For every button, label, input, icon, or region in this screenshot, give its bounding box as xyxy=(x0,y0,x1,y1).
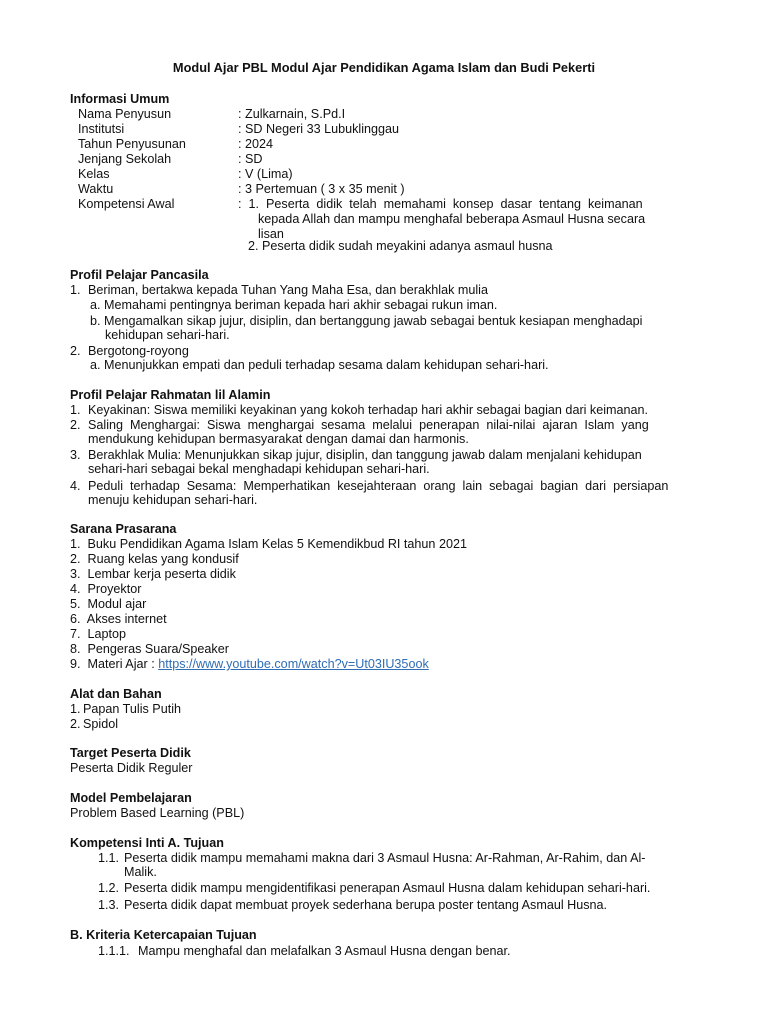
list-number: 1.2. xyxy=(98,881,120,895)
list-number: 2. xyxy=(70,418,81,432)
list-subitem: b. Mengamalkan sikap jujur, disiplin, dan bertanggung jawab sebagai bentuk kesiapan menghadapi xyxy=(90,314,643,328)
info-row xyxy=(78,197,643,212)
list-item xyxy=(70,657,467,672)
list-item: 2. Ruang kelas yang kondusif xyxy=(70,552,239,566)
kompetensi-line: 2. Peserta didik sudah meyakini adanya asmaul husna xyxy=(248,239,553,253)
kompetensi-inti-heading: Kompetensi Inti A. Tujuan xyxy=(70,836,224,850)
info-label: Institutsi xyxy=(78,122,125,136)
informasi-umum-heading: Informasi Umum xyxy=(70,92,170,106)
list-text: Bergotong-royong xyxy=(88,344,189,358)
list-subitem-cont: kehidupan sehari-hari. xyxy=(105,328,230,342)
list-item xyxy=(70,702,181,717)
list-subitem: a. Menunjukkan empati dan peduli terhadap sesama dalam kehidupan sehari-hari. xyxy=(90,358,549,372)
info-value: : SD xyxy=(238,152,263,166)
model-text: Problem Based Learning (PBL) xyxy=(70,806,245,820)
list-text: Keyakinan: Siswa memiliki keyakinan yang kokoh terhadap hari akhir sebagai bagian dari keimanan. xyxy=(88,403,649,417)
list-item xyxy=(70,418,649,433)
model-heading: Model Pembelajaran xyxy=(70,791,192,805)
info-row xyxy=(78,137,643,152)
list-item: 5. Modul ajar xyxy=(70,597,147,611)
info-label: Kelas xyxy=(78,167,110,181)
list-number: 3. xyxy=(70,448,81,462)
list-text-cont: mendukung kehidupan bermasyarakat dengan damai dan harmonis. xyxy=(88,432,469,446)
list-item: 3. Lembar kerja peserta didik xyxy=(70,567,236,581)
info-label: Kompetensi Awal xyxy=(78,197,175,211)
sarana-list xyxy=(70,537,467,672)
list-item: 1. Buku Pendidikan Agama Islam Kelas 5 Kemendikbud RI tahun 2021 xyxy=(70,537,467,551)
list-item xyxy=(70,283,488,298)
profil-pancasila-heading: Profil Pelajar Pancasila xyxy=(70,268,209,282)
list-number: 1. xyxy=(70,702,81,716)
info-value: : 3 Pertemuan ( 3 x 35 menit ) xyxy=(238,182,405,196)
list-item xyxy=(98,881,650,896)
info-table xyxy=(78,107,643,212)
list-text-cont: sehari-hari sebagai bekal menghadapi kehidupan sehari-hari. xyxy=(88,462,430,476)
list-item xyxy=(70,448,642,463)
list-item: 6. Akses internet xyxy=(70,612,167,626)
sarana-heading: Sarana Prasarana xyxy=(70,522,177,536)
materi-link[interactable]: https://www.youtube.com/watch?v=Ut03IU35ook xyxy=(158,657,429,671)
list-text: Peserta didik dapat membuat proyek sederhana berupa poster tentang Asmaul Husna. xyxy=(124,898,608,912)
list-item: 8. Pengeras Suara/Speaker xyxy=(70,642,229,656)
info-label: Nama Penyusun xyxy=(78,107,172,121)
info-value: : 1. Peserta didik telah memahami konsep dasar tentang keimanan xyxy=(238,197,643,211)
list-text: Spidol xyxy=(83,717,119,731)
info-label: Jenjang Sekolah xyxy=(78,152,172,166)
list-text: Peduli terhadap Sesama: Memperhatikan kesejahteraan orang lain sebagai bagian dari persiapan xyxy=(88,479,669,493)
list-number: 2. xyxy=(70,717,81,731)
list-item: 4. Proyektor xyxy=(70,582,142,596)
list-item xyxy=(98,898,607,913)
alat-heading: Alat dan Bahan xyxy=(70,687,162,701)
list-number: 1. xyxy=(70,403,81,417)
list-item: 7. Laptop xyxy=(70,627,127,641)
list-item xyxy=(98,851,645,866)
info-row xyxy=(78,107,643,122)
kriteria-heading: B. Kriteria Ketercapaian Tujuan xyxy=(70,928,257,942)
list-number: 1.1. xyxy=(98,851,120,865)
list-subitem: a. Memahami pentingnya beriman kepada hari akhir sebagai rukun iman. xyxy=(90,298,498,312)
list-item xyxy=(70,717,118,732)
list-text: Peserta didik mampu memahami makna dari 3 Asmaul Husna: Ar-Rahman, Ar-Rahim, dan Al- xyxy=(124,851,646,865)
list-text: Beriman, bertakwa kepada Tuhan Yang Maha Esa, dan berakhlak mulia xyxy=(88,283,488,297)
list-text-cont: menuju kehidupan sehari-hari. xyxy=(88,493,258,507)
info-value: : 2024 xyxy=(238,137,274,151)
info-label: Waktu xyxy=(78,182,114,196)
list-number: 1.3. xyxy=(98,898,120,912)
kompetensi-line: lisan xyxy=(258,227,284,241)
info-value: : SD Negeri 33 Lubuklinggau xyxy=(238,122,400,136)
list-number: 1.1.1. xyxy=(98,944,130,958)
list-number: 4. xyxy=(70,479,81,493)
list-item xyxy=(70,403,648,418)
list-item xyxy=(70,344,189,359)
info-row xyxy=(78,167,643,182)
info-value: : V (Lima) xyxy=(238,167,293,181)
list-text-cont: Malik. xyxy=(124,865,157,879)
list-text: Berakhlak Mulia: Menunjukkan sikap jujur, disiplin, dan tanggung jawab dalam menjalani kehidupan xyxy=(88,448,642,462)
list-item xyxy=(98,944,510,959)
info-value: : Zulkarnain, S.Pd.I xyxy=(238,107,346,121)
info-label: Tahun Penyusunan xyxy=(78,137,186,151)
list-text: Peserta didik mampu mengidentifikasi penerapan Asmaul Husna dalam kehidupan sehari-hari. xyxy=(124,881,651,895)
kompetensi-line: kepada Allah dan mampu menghafal beberapa Asmaul Husna secara xyxy=(258,212,646,226)
target-heading: Target Peserta Didik xyxy=(70,746,191,760)
profil-rahmatan-heading: Profil Pelajar Rahmatan lil Alamin xyxy=(70,388,271,402)
info-row xyxy=(78,152,643,167)
list-number: 2. xyxy=(70,344,81,358)
list-item xyxy=(70,479,668,494)
info-row xyxy=(78,122,643,137)
page-title: Modul Ajar PBL Modul Ajar Pendidikan Agama Islam dan Budi Pekerti xyxy=(172,60,596,75)
target-text: Peserta Didik Reguler xyxy=(70,761,193,775)
list-number: 1. xyxy=(70,283,81,297)
list-text: Saling Menghargai: Siswa menghargai sesama melalui penerapan nilai-nilai ajaran Islam yang xyxy=(88,418,649,432)
materi-label: 9. Materi Ajar : xyxy=(70,657,159,671)
list-text: Mampu menghafal dan melafalkan 3 Asmaul Husna dengan benar. xyxy=(138,944,511,958)
list-text: Papan Tulis Putih xyxy=(83,702,182,716)
info-row xyxy=(78,182,643,197)
